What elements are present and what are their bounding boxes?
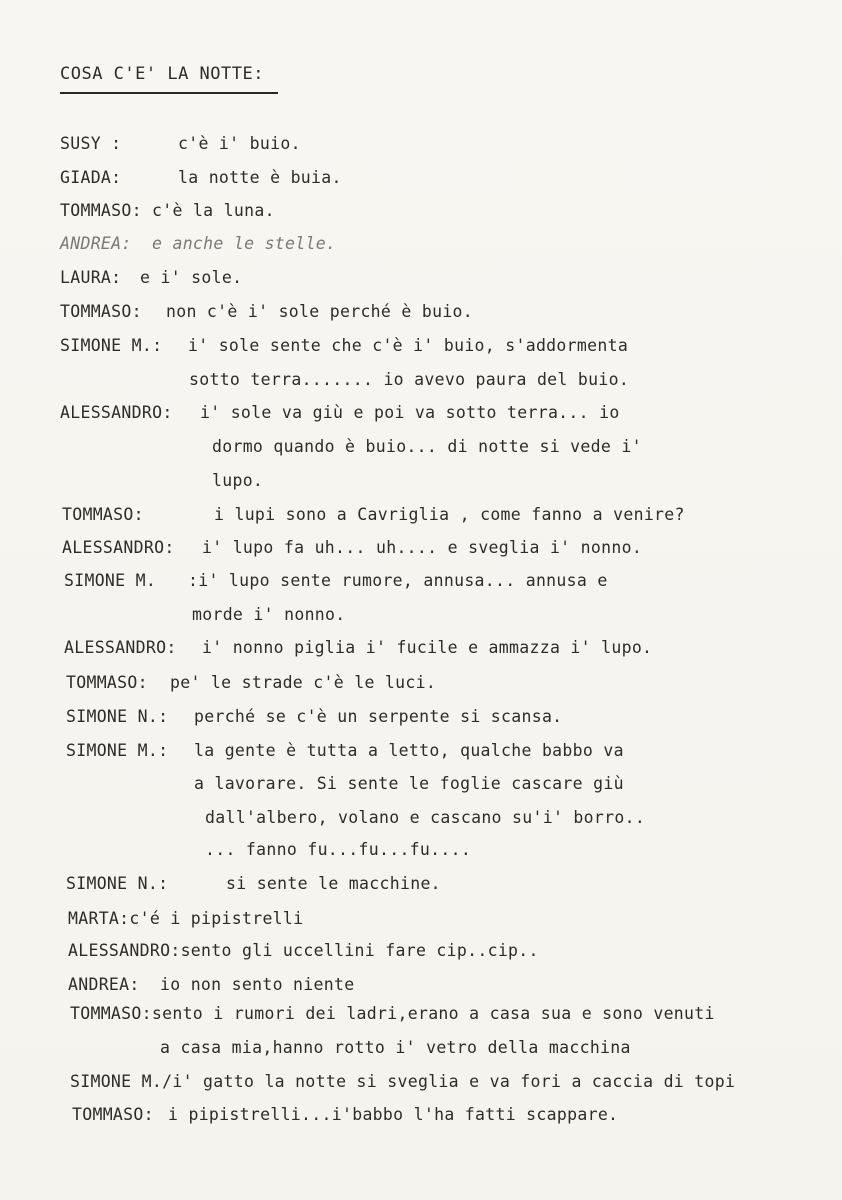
speaker-label: SIMONE M. [64, 571, 157, 590]
dialogue-line [72, 1105, 618, 1124]
line-text: la notte è buia. [178, 168, 342, 187]
speaker-label: MARTA: [68, 909, 130, 928]
line-text: :i' lupo sente rumore, annusa... annusa e [188, 571, 608, 590]
speaker-label: SIMONE N.: [66, 707, 169, 726]
speaker-label: ALESSANDRO: [60, 403, 173, 422]
dialogue-line [205, 808, 645, 827]
dialogue-line [60, 201, 275, 220]
dialogue-line [212, 471, 263, 490]
dialogue-line [189, 370, 629, 389]
line-text: morde i' nonno. [192, 605, 346, 624]
speaker-label: TOMMASO: [66, 673, 148, 692]
dialogue-line [62, 538, 642, 557]
line-text: i' sole sente che c'è i' buio, s'addormenta [188, 336, 629, 355]
line-text: lupo. [212, 471, 264, 490]
dialogue-line [66, 741, 624, 760]
speaker-label: SIMONE M.: [60, 336, 163, 355]
line-text: sotto terra....... io avevo paura del buio. [189, 370, 630, 389]
dialogue-line [60, 302, 473, 321]
line-text: i' sole va giù e poi va sotto terra... io [200, 403, 620, 422]
line-text: perché se c'è un serpente si scansa. [194, 707, 563, 726]
dialogue-line [60, 234, 336, 253]
dialogue-line [60, 134, 301, 153]
dialogue-line [62, 505, 685, 524]
line-text: non c'è i' sole perché è buio. [166, 302, 474, 321]
line-text: dall'albero, volano e cascano su'i' borro.. [205, 808, 646, 827]
speaker-label: ANDREA: [60, 234, 132, 253]
line-text: sento gli uccellini fare cip..cip.. [180, 941, 539, 960]
line-text: io non sento niente [160, 975, 355, 994]
line-text: ... fanno fu...fu...fu.... [205, 840, 472, 859]
dialogue-line [212, 437, 642, 456]
speaker-label: GIADA: [60, 168, 122, 187]
speaker-label: ANDREA: [68, 975, 140, 994]
line-text: e i' sole. [140, 268, 243, 287]
dialogue-line [68, 941, 539, 960]
dialogue-line [68, 975, 354, 994]
line-text: i pipistrelli...i'babbo l'ha fatti scappare. [168, 1105, 619, 1124]
line-text: e anche le stelle. [152, 234, 337, 253]
speaker-label: TOMMASO: [60, 201, 142, 220]
dialogue-line [64, 638, 652, 657]
line-text: sento i rumori dei ladri,erano a casa sua e sono venuti [151, 1004, 715, 1023]
speaker-label: ALESSANDRO: [68, 941, 181, 960]
speaker-label: SIMONE M./ [70, 1072, 173, 1091]
line-text: a casa mia,hanno rotto i' vetro della macchina [160, 1038, 631, 1057]
dialogue-line [192, 605, 346, 624]
speaker-label: SIMONE N.: [66, 874, 169, 893]
speaker-label: TOMMASO: [60, 302, 142, 321]
speaker-label: SUSY : [60, 134, 122, 153]
dialogue-line [194, 774, 624, 793]
dialogue-line [66, 673, 436, 692]
line-text: c'é i pipistrelli [129, 909, 304, 928]
dialogue-line [60, 168, 342, 187]
dialogue-line [68, 909, 303, 928]
dialogue-line [205, 840, 471, 859]
line-text: la gente è tutta a letto, qualche babbo va [194, 741, 624, 760]
dialogue-line [160, 1038, 631, 1057]
dialogue-line [70, 1072, 735, 1091]
dialogue-line [70, 1004, 715, 1023]
speaker-label: LAURA: [60, 268, 122, 287]
line-text: i lupi sono a Cavriglia , come fanno a venire? [214, 505, 685, 524]
line-text: i' gatto la notte si sveglia e va fori a caccia di topi [172, 1072, 736, 1091]
speaker-label: TOMMASO: [72, 1105, 154, 1124]
dialogue-line [60, 268, 242, 287]
dialogue-line [66, 707, 562, 726]
dialogue-line [60, 336, 628, 355]
line-text: a lavorare. Si sente le foglie cascare giù [194, 774, 624, 793]
speaker-label: SIMONE M.: [66, 741, 169, 760]
line-text: dormo quando è buio... di notte si vede i' [212, 437, 642, 456]
line-text: i' nonno piglia i' fucile e ammazza i' lupo. [202, 638, 653, 657]
dialogue-line [60, 403, 620, 422]
speaker-label: ALESSANDRO: [62, 538, 175, 557]
dialogue-line [64, 571, 608, 590]
page-title: COSA C'E' LA NOTTE: [60, 64, 278, 94]
speaker-label: TOMMASO: [62, 505, 144, 524]
line-text: c'è i' buio. [178, 134, 301, 153]
line-text: pe' le strade c'è le luci. [170, 673, 437, 692]
speaker-label: TOMMASO: [70, 1004, 152, 1023]
speaker-label: ALESSANDRO: [64, 638, 177, 657]
dialogue-line [66, 874, 441, 893]
line-text: si sente le macchine. [226, 874, 441, 893]
line-text: i' lupo fa uh... uh.... e sveglia i' nonno. [202, 538, 643, 557]
line-text: c'è la luna. [152, 201, 275, 220]
